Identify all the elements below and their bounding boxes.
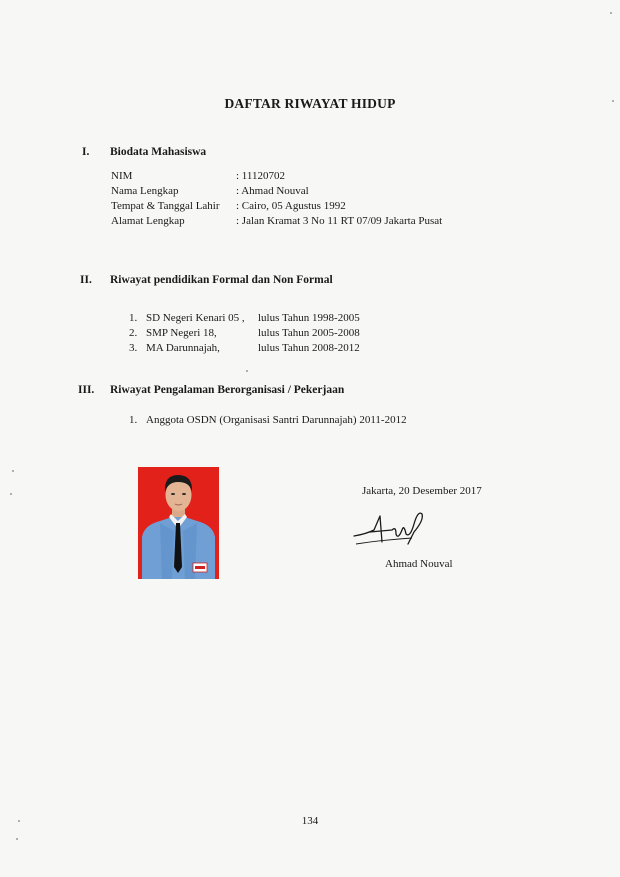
graduation-year: lulus Tahun 2008-2012 (258, 342, 360, 354)
scan-speck (10, 493, 12, 495)
scan-speck (12, 470, 14, 472)
graduation-year: lulus Tahun 2005-2008 (258, 327, 360, 339)
section-title-organizations: Riwayat Pengalaman Berorganisasi / Pekerjaan (110, 384, 345, 396)
document-title: DAFTAR RIWAYAT HIDUP (224, 96, 396, 111)
biodata-value: : Jalan Kramat 3 No 11 RT 07/09 Jakarta Pusat (236, 215, 443, 227)
scan-speck (16, 838, 18, 840)
section-number-3: III. (78, 384, 95, 396)
section-number-2: II. (80, 274, 92, 286)
profile-photo (138, 467, 219, 579)
list-number: 2. (129, 327, 138, 339)
scan-speck (246, 370, 248, 372)
list-number: 1. (129, 312, 138, 324)
page-number: 134 (301, 815, 319, 827)
scan-speck (612, 100, 614, 102)
list-number: 3. (129, 342, 138, 354)
biodata-label: Alamat Lengkap (111, 215, 185, 227)
biodata-value: : Ahmad Nouval (236, 185, 309, 197)
list-number: 1. (129, 414, 138, 426)
organization-text: Anggota OSDN (Organisasi Santri Darunnajah) 2011-2012 (146, 414, 407, 426)
section-title-education: Riwayat pendidikan Formal dan Non Formal (110, 274, 333, 286)
handwritten-signature (352, 504, 432, 550)
school-name: SMP Negeri 18, (146, 327, 217, 339)
section-title-biodata: Biodata Mahasiswa (110, 146, 207, 158)
scan-speck (610, 12, 612, 14)
signatory-name: Ahmad Nouval (385, 558, 453, 570)
biodata-value: : 11120702 (236, 170, 285, 182)
scan-speck (18, 820, 20, 822)
school-name: MA Darunnajah, (146, 342, 220, 354)
school-name: SD Negeri Kenari 05 , (146, 312, 245, 324)
biodata-label: Tempat & Tanggal Lahir (111, 200, 220, 212)
section-number-1: I. (82, 146, 90, 158)
biodata-label: Nama Lengkap (111, 185, 179, 197)
biodata-value: : Cairo, 05 Agustus 1992 (236, 200, 346, 212)
graduation-year: lulus Tahun 1998-2005 (258, 312, 360, 324)
biodata-label: NIM (111, 170, 133, 182)
signature-place-date: Jakarta, 20 Desember 2017 (362, 485, 482, 497)
